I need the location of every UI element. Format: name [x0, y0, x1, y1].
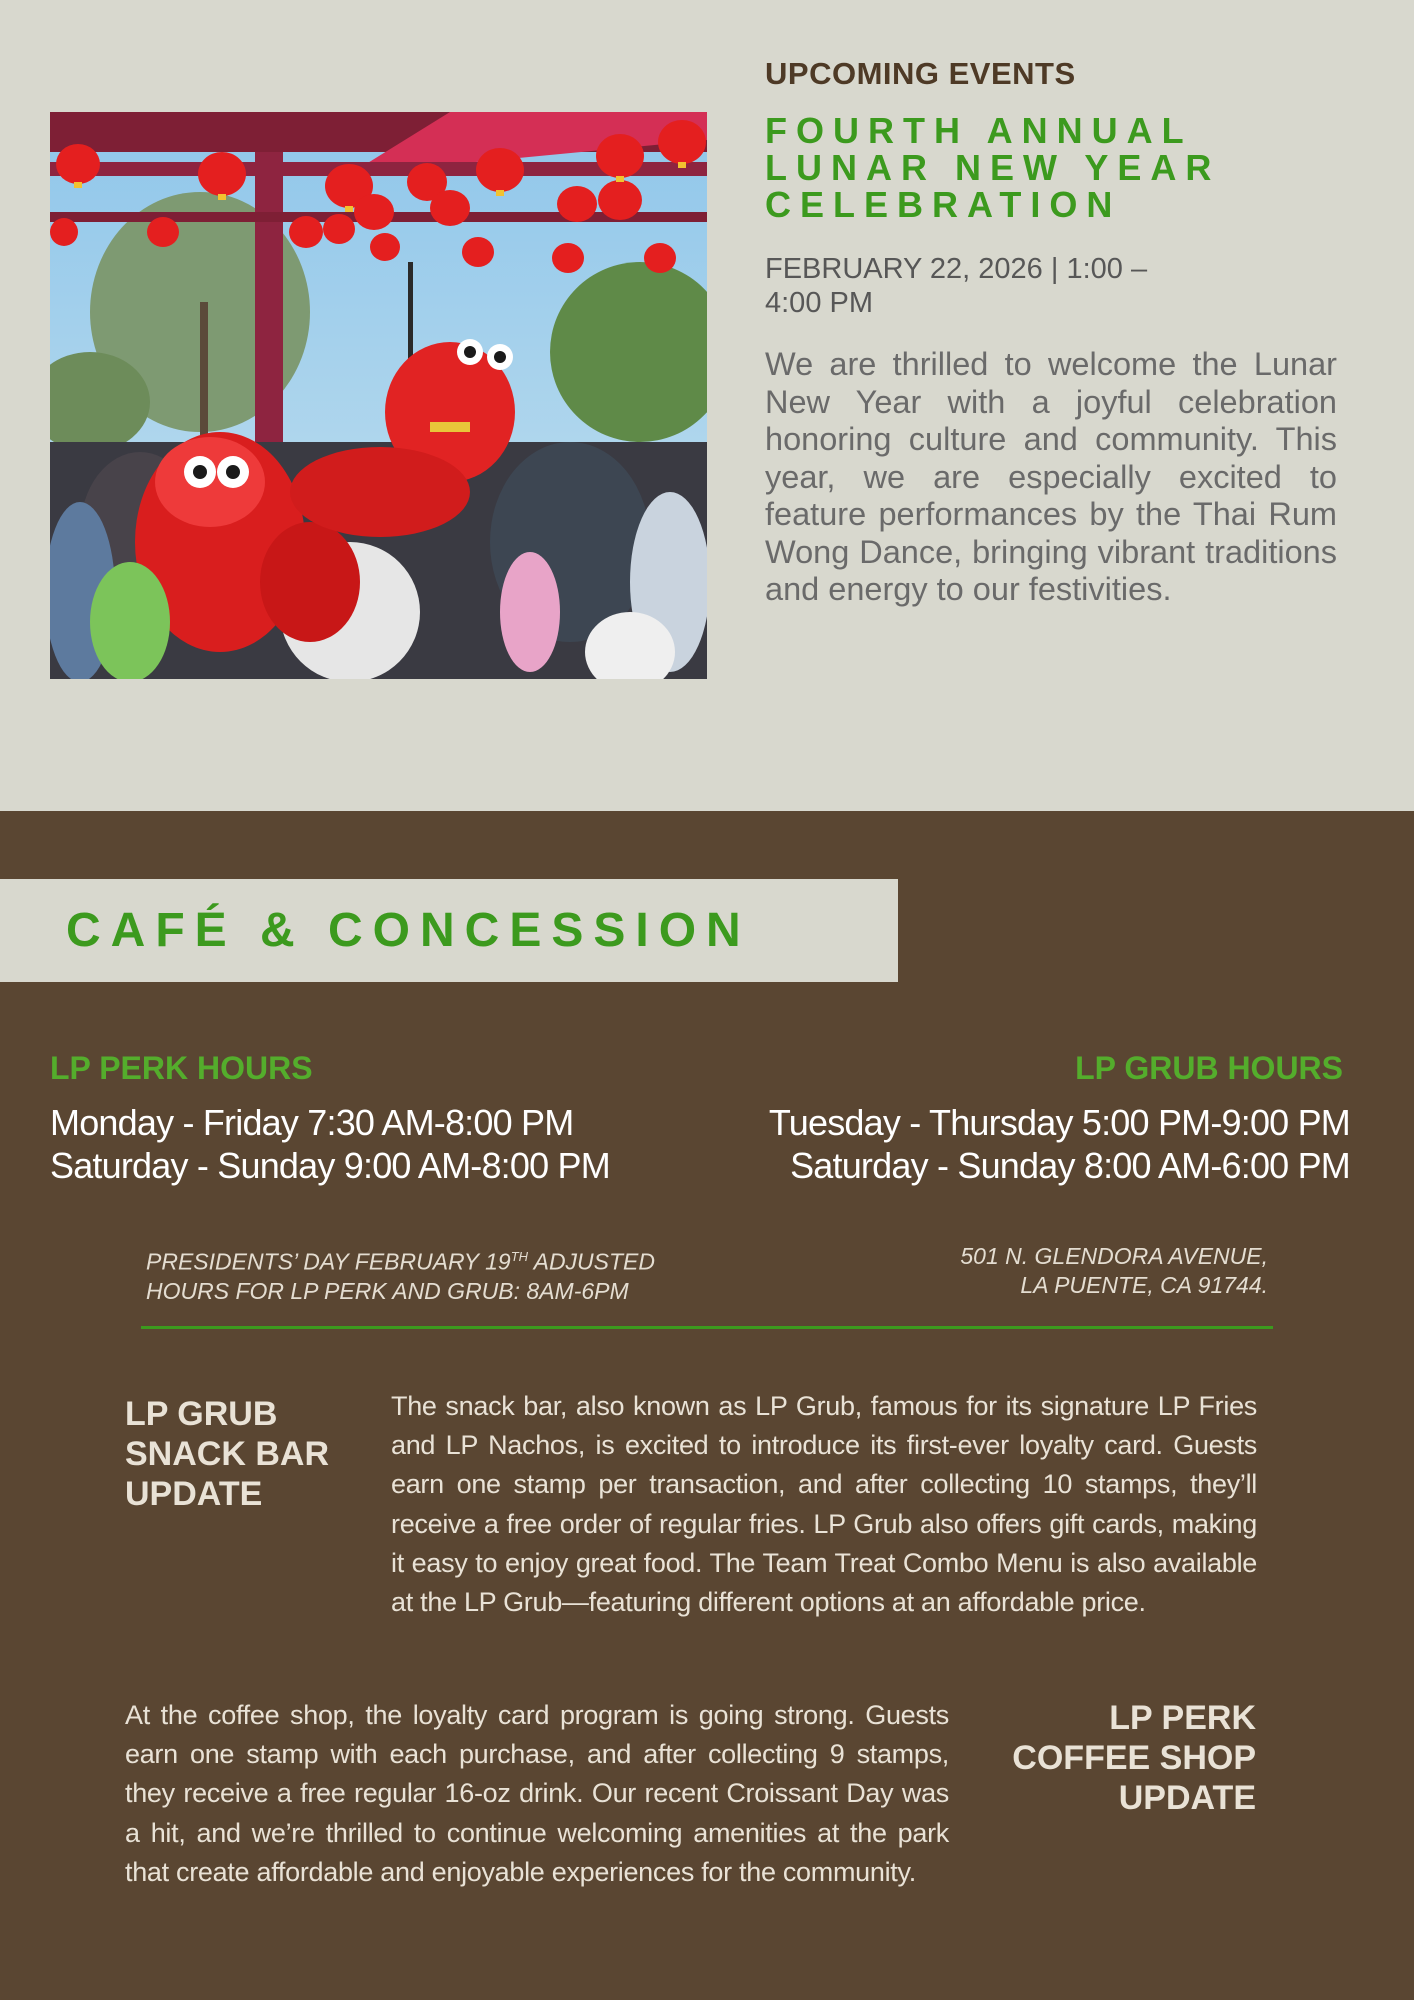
hours-line: Tuesday - Thursday 5:00 PM-9:00 PM: [768, 1102, 1350, 1143]
lp-perk-hours-heading: LP PERK HOURS: [50, 1050, 313, 1086]
heading-line: LP GRUB: [125, 1395, 278, 1433]
event-date: FEBRUARY 22, 2026 | 1:00 – 4:00 PM: [765, 253, 1148, 319]
event-title: [765, 112, 1345, 223]
event-description: We are thrilled to welcome the Lunar New Year with a joyful celebration honoring culture and community. This year, we are especially excited to feature performances by the Thai Rum Wong Dance, bringing vibrant traditions and energy to our festivities.: [765, 346, 1337, 607]
lp-perk-update-heading: [1012, 1698, 1256, 1818]
upcoming-events-label: UPCOMING EVENTS: [765, 56, 1076, 91]
heading-line: LP PERK: [1109, 1699, 1256, 1737]
address: [960, 1242, 1268, 1300]
upcoming-events-section: [0, 0, 1414, 811]
heading-line: UPDATE: [125, 1475, 263, 1513]
heading-line: UPDATE: [1118, 1779, 1256, 1817]
heading-line: SNACK BAR: [125, 1435, 329, 1473]
lp-perk-hours: [50, 1101, 610, 1187]
holiday-note-line: HOURS FOR LP PERK AND GRUB: 8AM-6PM: [146, 1277, 629, 1304]
lp-grub-hours: [769, 1101, 1350, 1187]
lion-dance-photo: [50, 112, 707, 679]
event-title-line: LUNAR NEW YEAR: [765, 147, 1221, 188]
lp-grub-update-heading: [125, 1394, 329, 1514]
holiday-hours-note: [146, 1242, 655, 1306]
heading-line: COFFEE SHOP: [1012, 1739, 1256, 1777]
event-title-line: FOURTH ANNUAL: [765, 110, 1193, 151]
event-title-line: CELEBRATION: [765, 184, 1122, 225]
hours-line: Monday - Friday 7:30 AM-8:00 PM: [50, 1102, 574, 1143]
hours-line: Saturday - Sunday 8:00 AM-6:00 PM: [790, 1145, 1350, 1186]
lp-perk-update-body: At the coffee shop, the loyalty card program is going strong. Guests earn one stamp with each purchase, and after collecting 9 stamps, they receive a free regular 16-oz drink. Our recent Croissant Day was a hit, and we’re thrilled to continue welcoming amenities at the park that create affordable and enjoyable experiences for the community.: [125, 1700, 949, 1887]
holiday-note-line: [146, 1242, 655, 1277]
address-line: LA PUENTE, CA 91744.: [1020, 1272, 1268, 1298]
ordinal-suffix: TH: [510, 1249, 529, 1264]
divider: [141, 1326, 1273, 1329]
lp-grub-update-body: The snack bar, also known as LP Grub, famous for its signature LP Fries and LP Nachos, is excited to introduce its first-ever loyalty card. Guests earn one stamp per transaction, and after collecting 10 stamps, they’ll receive a free order of regular fries. LP Grub also offers gift cards, making it easy to enjoy great food. The Team Treat Combo Menu is also available at the LP Grub—featuring different options at an affordable price.: [391, 1391, 1257, 1618]
address-line: 501 N. GLENDORA AVENUE,: [960, 1243, 1268, 1269]
holiday-note-text: PRESIDENTS’ DAY FEBRUARY 19: [146, 1248, 511, 1275]
holiday-note-text: ADJUSTED: [528, 1248, 656, 1275]
hours-line: Saturday - Sunday 9:00 AM-8:00 PM: [50, 1145, 610, 1186]
cafe-banner: [0, 879, 898, 982]
lp-grub-hours-heading: LP GRUB HOURS: [1075, 1050, 1343, 1086]
cafe-concession-title: CAFÉ & CONCESSION: [66, 904, 751, 957]
